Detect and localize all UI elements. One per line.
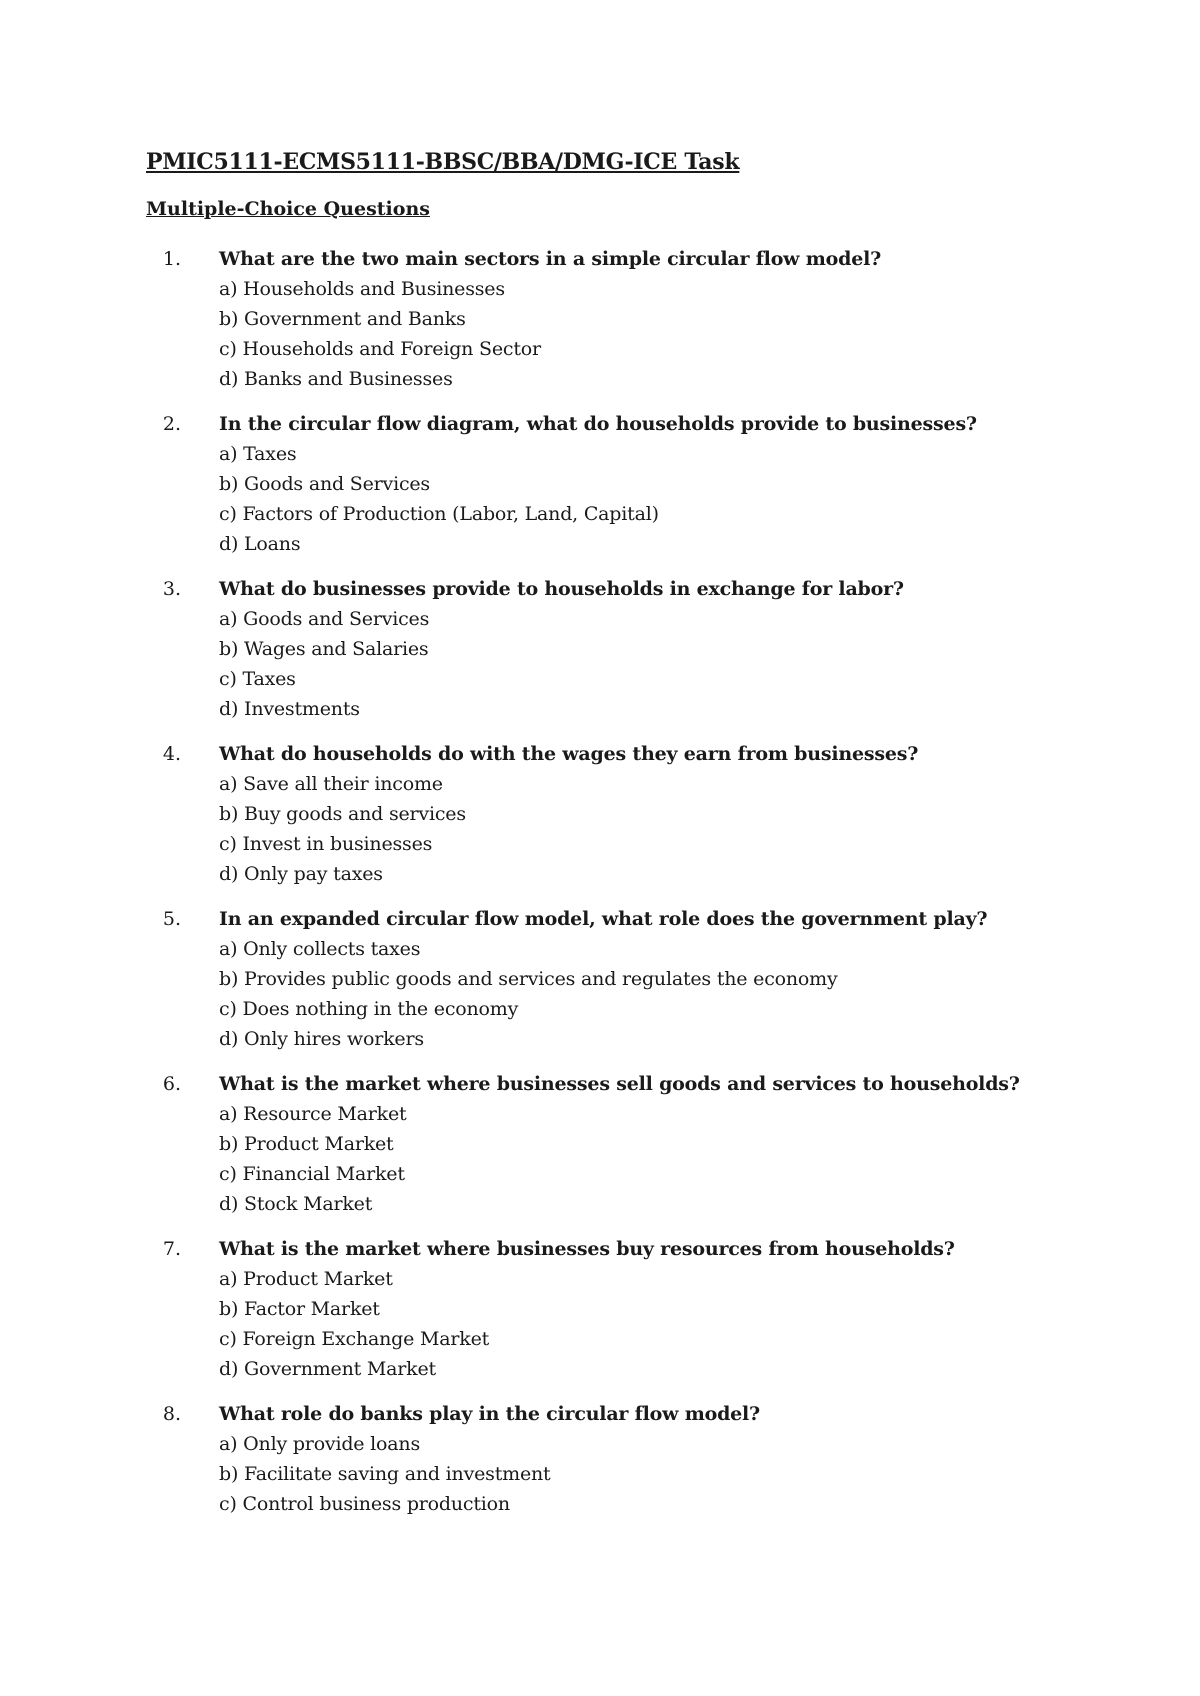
answer-option: b) Provides public goods and services and regulates the economy xyxy=(219,968,838,990)
answer-option: a) Resource Market xyxy=(219,1103,407,1125)
question-text: What is the market where businesses buy resources from households? xyxy=(219,1238,955,1260)
answer-option: b) Wages and Salaries xyxy=(219,638,429,660)
answer-option: b) Government and Banks xyxy=(219,308,466,330)
answer-option: b) Buy goods and services xyxy=(219,803,466,825)
question-item xyxy=(146,739,1146,889)
answer-option: c) Households and Foreign Sector xyxy=(219,338,541,360)
answer-option: b) Facilitate saving and investment xyxy=(219,1463,551,1485)
answer-option: c) Financial Market xyxy=(219,1163,405,1185)
answer-option: d) Banks and Businesses xyxy=(219,368,453,390)
answer-option: a) Goods and Services xyxy=(219,608,430,630)
question-number: 2. xyxy=(162,413,181,435)
question-item xyxy=(146,1399,1146,1519)
question-item xyxy=(146,904,1146,1054)
answer-option: b) Product Market xyxy=(219,1133,394,1155)
question-text: What do households do with the wages they earn from businesses? xyxy=(219,743,919,765)
answer-option: a) Taxes xyxy=(219,443,297,465)
question-item xyxy=(146,1069,1146,1219)
question-item xyxy=(146,574,1146,724)
answer-option: a) Only collects taxes xyxy=(219,938,421,960)
answer-option: a) Product Market xyxy=(219,1268,393,1290)
answer-option: d) Government Market xyxy=(219,1358,436,1380)
section-heading: Multiple-Choice Questions xyxy=(146,198,430,220)
question-number: 6. xyxy=(162,1073,181,1095)
answer-option: c) Factors of Production (Labor, Land, Capital) xyxy=(219,503,659,525)
question-number: 4. xyxy=(162,743,181,765)
answer-option: b) Goods and Services xyxy=(219,473,430,495)
answer-option: d) Loans xyxy=(219,533,301,555)
answer-option: d) Only pay taxes xyxy=(219,863,383,885)
answer-option: c) Does nothing in the economy xyxy=(219,998,519,1020)
answer-option: d) Only hires workers xyxy=(219,1028,424,1050)
answer-option: c) Foreign Exchange Market xyxy=(219,1328,490,1350)
answer-option: b) Factor Market xyxy=(219,1298,380,1320)
answer-option: a) Only provide loans xyxy=(219,1433,421,1455)
answer-option: a) Households and Businesses xyxy=(219,278,505,300)
question-number: 3. xyxy=(162,578,181,600)
answer-option: c) Invest in businesses xyxy=(219,833,433,855)
question-text: What is the market where businesses sell goods and services to households? xyxy=(219,1073,1020,1095)
answer-option: c) Taxes xyxy=(219,668,296,690)
question-number: 7. xyxy=(162,1238,181,1260)
question-number: 8. xyxy=(162,1403,181,1425)
question-text: In the circular flow diagram, what do households provide to businesses? xyxy=(219,413,977,435)
answer-option: c) Control business production xyxy=(219,1493,510,1515)
question-text: What are the two main sectors in a simple circular flow model? xyxy=(219,248,882,270)
question-item xyxy=(146,409,1146,559)
question-item xyxy=(146,1234,1146,1384)
answer-option: d) Stock Market xyxy=(219,1193,373,1215)
question-item xyxy=(146,244,1146,394)
question-text: What role do banks play in the circular flow model? xyxy=(219,1403,760,1425)
document-title: PMIC5111-ECMS5111-BBSC/BBA/DMG-ICE Task xyxy=(146,149,740,175)
question-number: 1. xyxy=(162,248,181,270)
answer-option: d) Investments xyxy=(219,698,360,720)
question-list xyxy=(146,244,1146,1534)
question-text: What do businesses provide to households in exchange for labor? xyxy=(219,578,904,600)
question-number: 5. xyxy=(162,908,181,930)
question-text: In an expanded circular flow model, what role does the government play? xyxy=(219,908,988,930)
answer-option: a) Save all their income xyxy=(219,773,443,795)
